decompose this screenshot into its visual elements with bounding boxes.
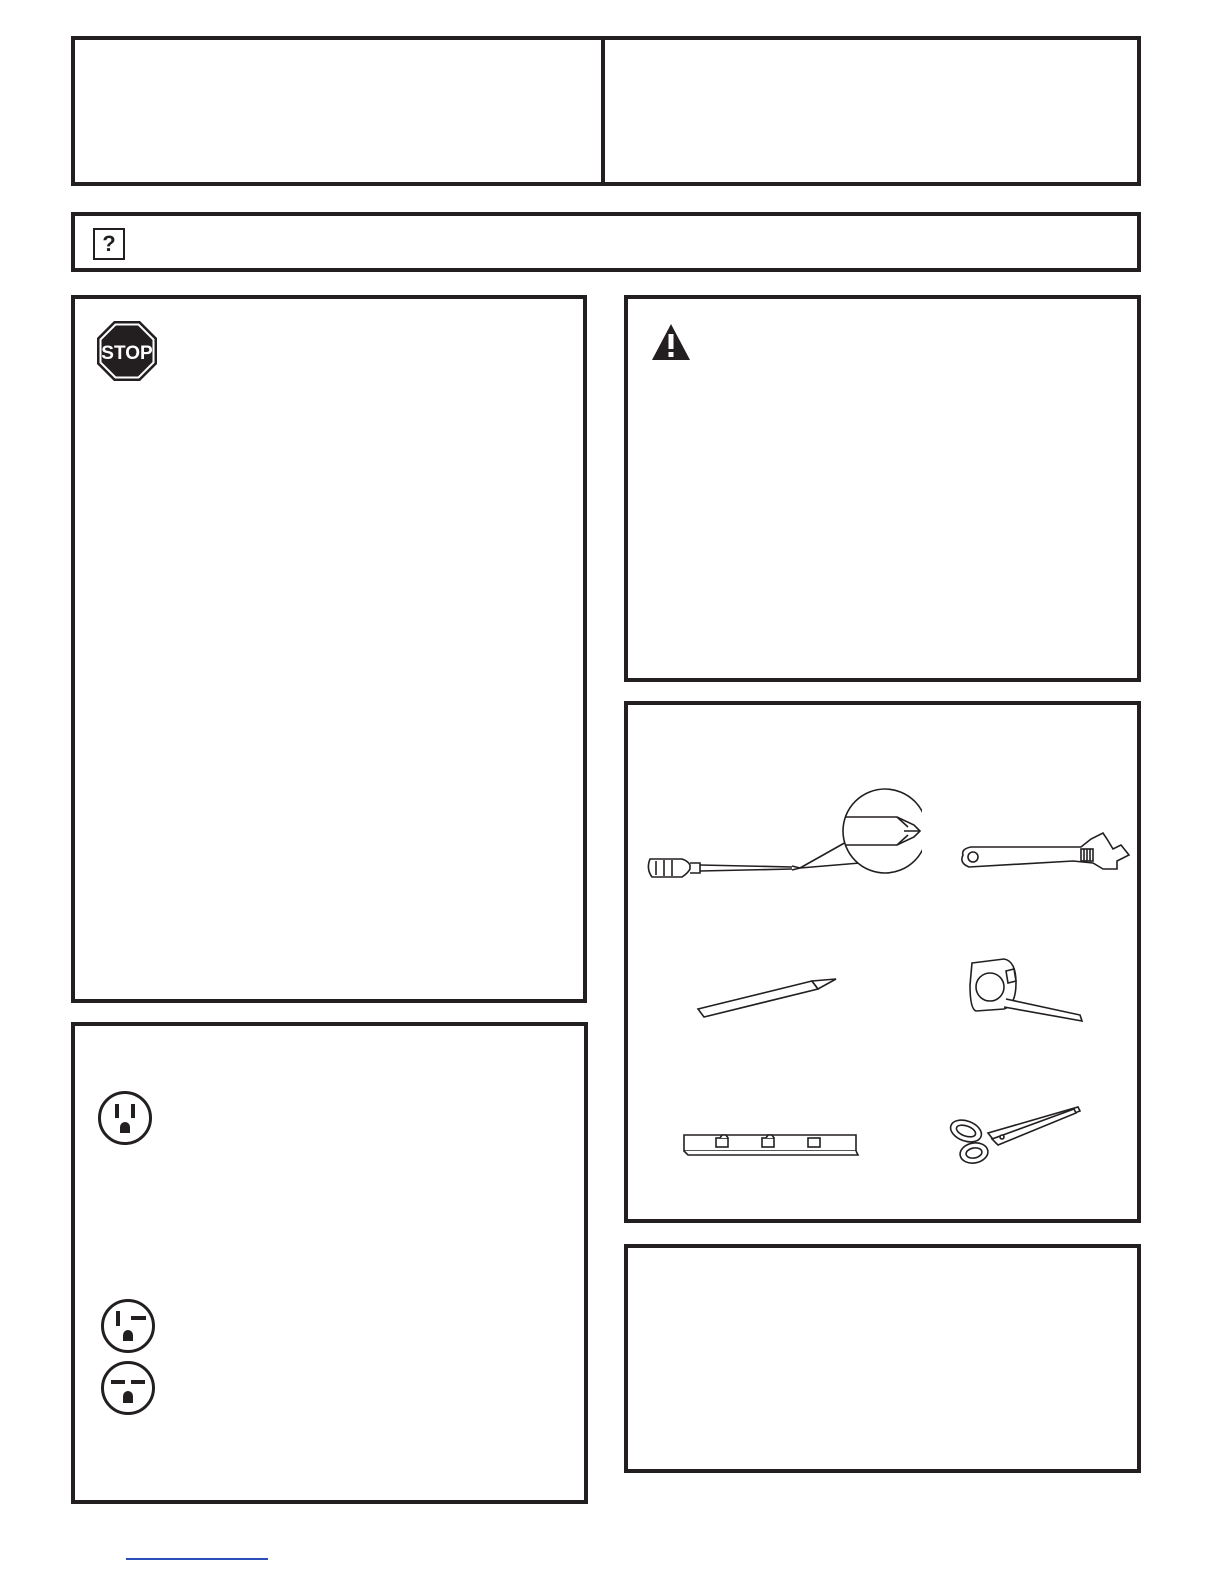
notes-panel (624, 1244, 1141, 1473)
phillips-screwdriver-icon (642, 787, 922, 887)
level-icon (680, 1125, 860, 1159)
pencil-icon (694, 973, 842, 1019)
warning-triangle-icon (651, 323, 691, 361)
question-mark-icon: ? (93, 228, 125, 260)
stop-sign-icon (95, 319, 159, 383)
header-left-box (71, 36, 605, 186)
scissors-icon (948, 1103, 1084, 1169)
stop-sign-text: STOP (101, 343, 153, 364)
tools-panel (624, 701, 1141, 1223)
50-amp-outlet-icon (100, 1360, 156, 1416)
adjustable-wrench-icon (953, 825, 1133, 875)
warning-panel (624, 295, 1141, 682)
electrical-panel (71, 1022, 588, 1504)
stop-panel (71, 295, 587, 1003)
footer-link-underline[interactable] (126, 1558, 268, 1560)
question-bar (71, 212, 1141, 272)
tape-measure-icon (966, 953, 1092, 1033)
30-amp-outlet-icon (100, 1298, 156, 1354)
header-right-box (601, 36, 1141, 186)
three-prong-outlet-icon (97, 1090, 153, 1146)
